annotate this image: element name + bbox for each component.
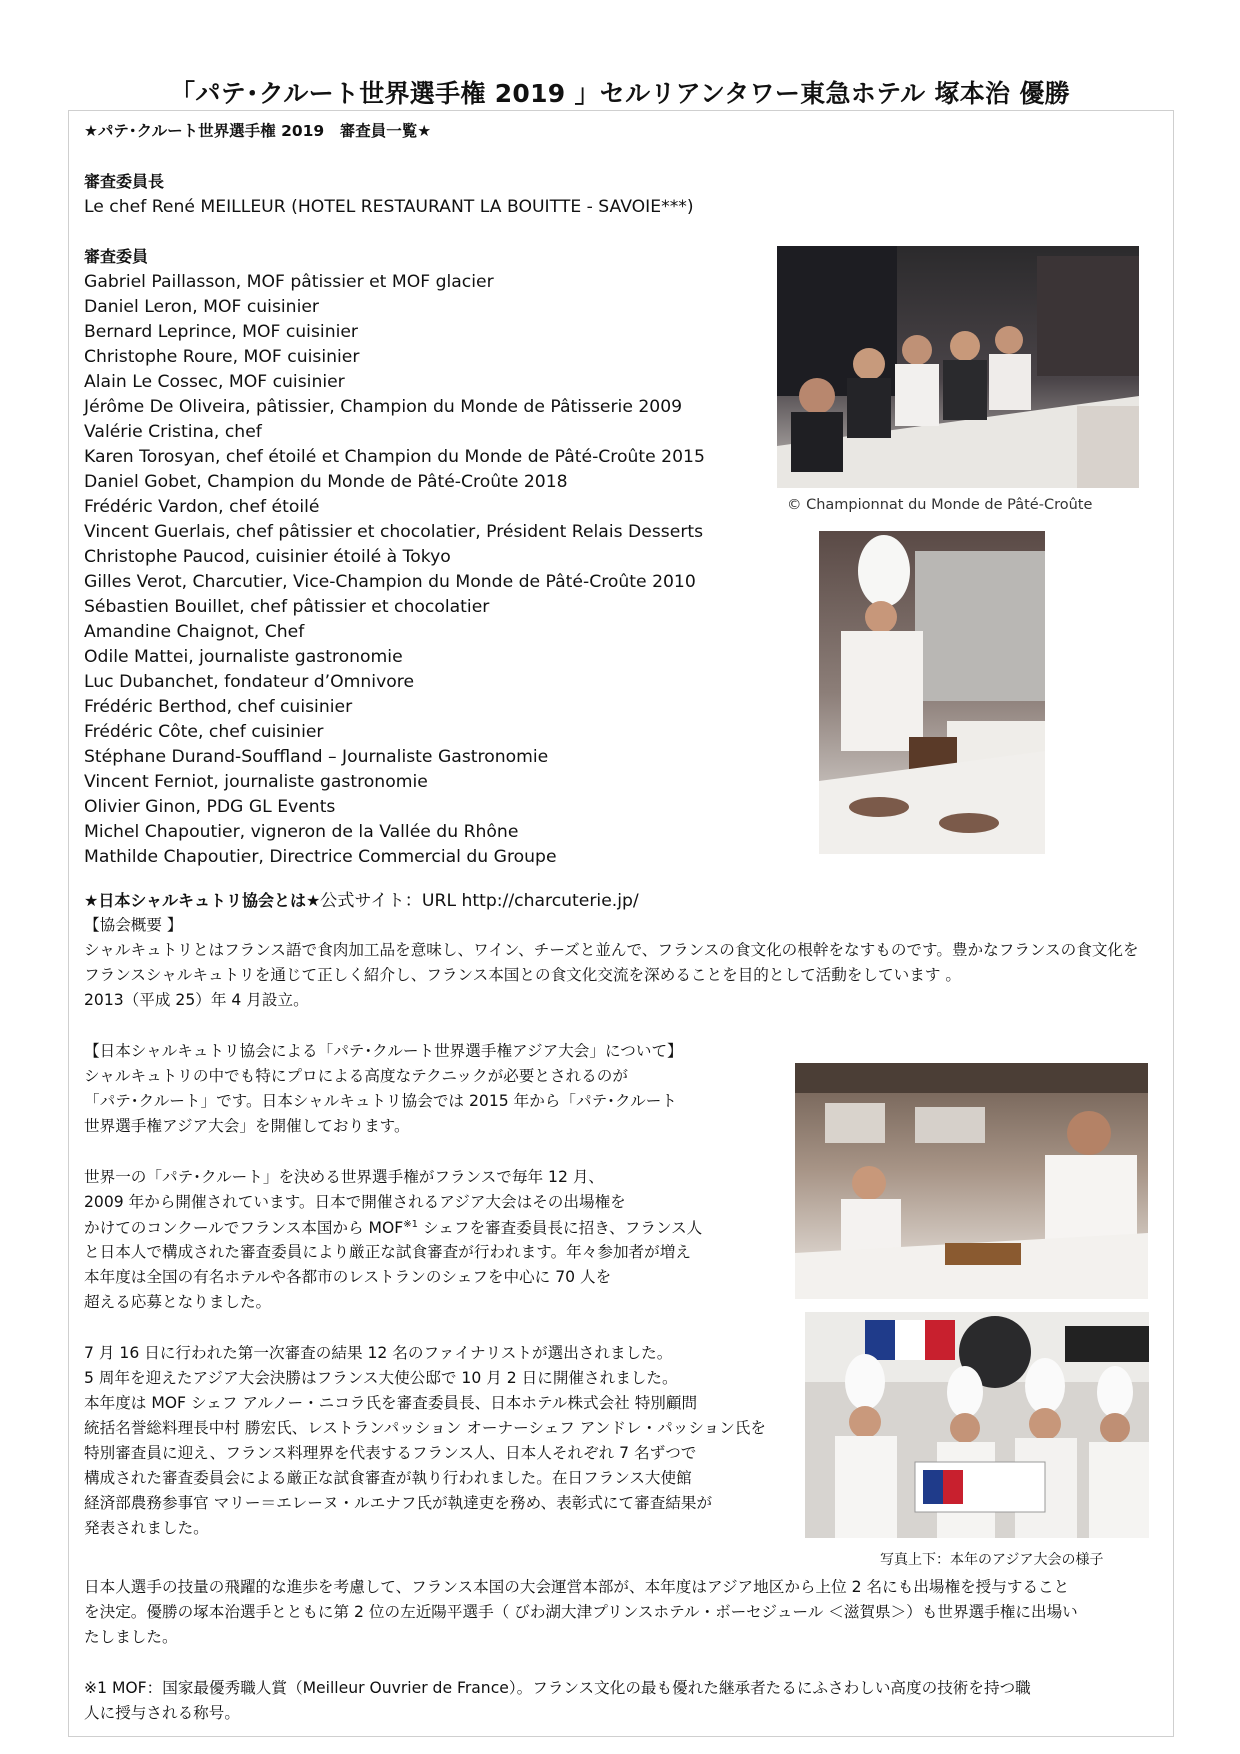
para3-line: 経済部農務参事官 マリー＝エレーヌ・ルエナフ氏が執達吏を務め、表彰式にて審査結果が: [84, 1494, 713, 1512]
photo-credit: © Championnat du Monde de Pâté-Croûte: [787, 497, 1093, 513]
para2-line: 世界一の「パテ･クルート」を決める世界選手権がフランスで毎年 12 月、: [84, 1168, 605, 1186]
para2-line: 超える応募となりました。: [84, 1293, 272, 1311]
winners-photo: [805, 1312, 1149, 1538]
para3-line: 構成された審査委員会による厳正な試食審査が執り行われました。在日フランス大使館: [84, 1469, 692, 1487]
association-site[interactable]: 公式サイト：URL http://charcuterie.jp/: [320, 891, 639, 911]
para4-line: たしました。: [84, 1628, 178, 1646]
jury-member: Vincent Guerlais, chef pâtissier et chocolatier, Président Relais Desserts: [84, 522, 704, 542]
footnote-line: 人に授与される称号。: [84, 1704, 240, 1722]
jury-member: Sébastien Bouillet, chef pâtissier et chocolatier: [84, 597, 490, 617]
jury-member: Bernard Leprince, MOF cuisinier: [84, 322, 359, 342]
jury-member: Mathilde Chapoutier, Directrice Commercial du Groupe: [84, 847, 557, 867]
jury-member: Karen Torosyan, chef étoilé et Champion du Monde de Pâté-Croûte 2015: [84, 447, 705, 467]
jury-member: Christophe Paucod, cuisinier étoilé à Tokyo: [84, 547, 451, 567]
asia-heading: 【日本シャルキュトリ協会による「パテ･クルート世界選手権アジア大会」について】: [84, 1042, 683, 1060]
jury-member: Gabriel Paillasson, MOF pâtissier et MOF glacier: [84, 272, 494, 292]
jury-member: Stéphane Durand-Souffland – Journaliste Gastronomie: [84, 747, 549, 767]
photo-caption: 写真上下：本年のアジア大会の様子: [880, 1552, 1104, 1568]
para2-line: 本年度は全国の有名ホテルや各都市のレストランのシェフを中心に 70 人を: [84, 1268, 612, 1286]
jury-member: Frédéric Vardon, chef étoilé: [84, 497, 320, 517]
asia-judging-photo: [795, 1063, 1148, 1299]
para3-line: 本年度は MOF シェフ アルノー・ニコラ氏を審査委員長、日本ホテル株式会社 特別顧問: [84, 1394, 698, 1412]
overview-line: フランスシャルキュトリを通じて正しく紹介し、フランス本国との食文化交流を深めることを目的として活動をしています 。: [84, 966, 961, 984]
para2-text: かけてのコンクールでフランス本国から MOF: [84, 1219, 404, 1238]
overview-line: 2013（平成 25）年 4 月設立。: [84, 991, 309, 1009]
footnote-line: ※1 MOF：国家最優秀職人賞（Meilleur Ouvrier de France）。フランス文化の最も優れた継承者たるにふさわしい高度の技術を持つ職: [84, 1679, 1031, 1697]
jury-member: Alain Le Cossec, MOF cuisinier: [84, 372, 345, 392]
jury-table-photo: [777, 246, 1139, 488]
jury-member: Frédéric Berthod, chef cuisinier: [84, 697, 353, 717]
jury-member: Olivier Ginon, PDG GL Events: [84, 797, 336, 817]
para3-line: 発表されました。: [84, 1519, 209, 1537]
jury-member: Luc Dubanchet, fondateur d’Omnivore: [84, 672, 415, 692]
jury-member: Michel Chapoutier, vigneron de la Vallée du Rhône: [84, 822, 519, 842]
jury-member: Daniel Leron, MOF cuisinier: [84, 297, 319, 317]
overview-line: シャルキュトリとはフランス語で食肉加工品を意味し、ワイン、チーズと並んで、フランスの食文化の根幹をなすものです。豊かなフランスの食文化を: [84, 941, 1139, 959]
footnote-marker: ※1: [403, 1219, 419, 1230]
para3-line: 統括名誉総料理長中村 勝宏氏、レストランパッション オーナーシェフ アンドレ・パッション氏を: [84, 1419, 766, 1437]
association-overview-label: 【協会概要 】: [84, 916, 183, 934]
jury-member: Odile Mattei, journaliste gastronomie: [84, 647, 403, 667]
chef-cutting-photo: [819, 531, 1045, 854]
para2-line: 2009 年から開催されています。日本で開催されるアジア大会はその出場権を: [84, 1193, 626, 1211]
jury-members-label: 審査委員: [84, 247, 149, 266]
para2-line-with-footnote: [84, 1220, 702, 1237]
jury-member: Christophe Roure, MOF cuisinier: [84, 347, 360, 367]
para2-text: シェフを審査委員長に招き、フランス人: [418, 1219, 703, 1238]
para4-line: 日本人選手の技量の飛躍的な進歩を考慮して、フランス本国の大会運営本部が、本年度はアジア地区から上位 2 名にも出場権を授与すること: [84, 1578, 1070, 1596]
jury-president-label: 審査委員長: [84, 172, 165, 191]
jury-president: Le chef René MEILLEUR (HOTEL RESTAURANT LA BOUITTE - SAVOIE***): [84, 197, 694, 217]
asia-line: 世界選手権アジア大会」を開催しております。: [84, 1117, 410, 1135]
jury-member: Daniel Gobet, Champion du Monde de Pâté-Croûte 2018: [84, 472, 568, 492]
jury-heading: ★パテ･クルート世界選手権 2019 審査員一覧★: [84, 122, 432, 140]
asia-line: シャルキュトリの中でも特にプロによる高度なテクニックが必要とされるのが: [84, 1067, 628, 1085]
jury-member: Valérie Cristina, chef: [84, 422, 262, 442]
jury-member: Vincent Ferniot, journaliste gastronomie: [84, 772, 428, 792]
association-heading: ★日本シャルキュトリ協会とは★: [84, 891, 321, 910]
jury-member: Jérôme De Oliveira, pâtissier, Champion du Monde de Pâtisserie 2009: [84, 397, 683, 417]
page-title: 「パテ･クルート世界選手権 2019 」セルリアンタワー東急ホテル 塚本治 優勝: [170, 79, 1070, 108]
para3-line: 特別審査員に迎え、フランス料理界を代表するフランス人、日本人それぞれ 7 名ずつで: [84, 1444, 697, 1462]
para3-line: 5 周年を迎えたアジア大会決勝はフランス大使公邸で 10 月 2 日に開催されました。: [84, 1369, 678, 1387]
para4-line: を決定。優勝の塚本治選手とともに第 2 位の左近陽平選手（ びわ湖大津プリンスホテル・ボーセジュール ＜滋賀県＞）も世界選手権に出場い: [84, 1603, 1078, 1621]
asia-line: 「パテ･クルート」です。日本シャルキュトリ協会では 2015 年から「パテ･クルート: [84, 1092, 677, 1110]
para3-line: 7 月 16 日に行われた第一次審査の結果 12 名のファイナリストが選出されました。: [84, 1344, 673, 1362]
jury-member: Frédéric Côte, chef cuisinier: [84, 722, 324, 742]
para2-line: と日本人で構成された審査委員により厳正な試食審査が行われます。年々参加者が増え: [84, 1243, 691, 1261]
jury-member: Gilles Verot, Charcutier, Vice-Champion du Monde de Pâté-Croûte 2010: [84, 572, 696, 592]
jury-member: Amandine Chaignot, Chef: [84, 622, 305, 642]
